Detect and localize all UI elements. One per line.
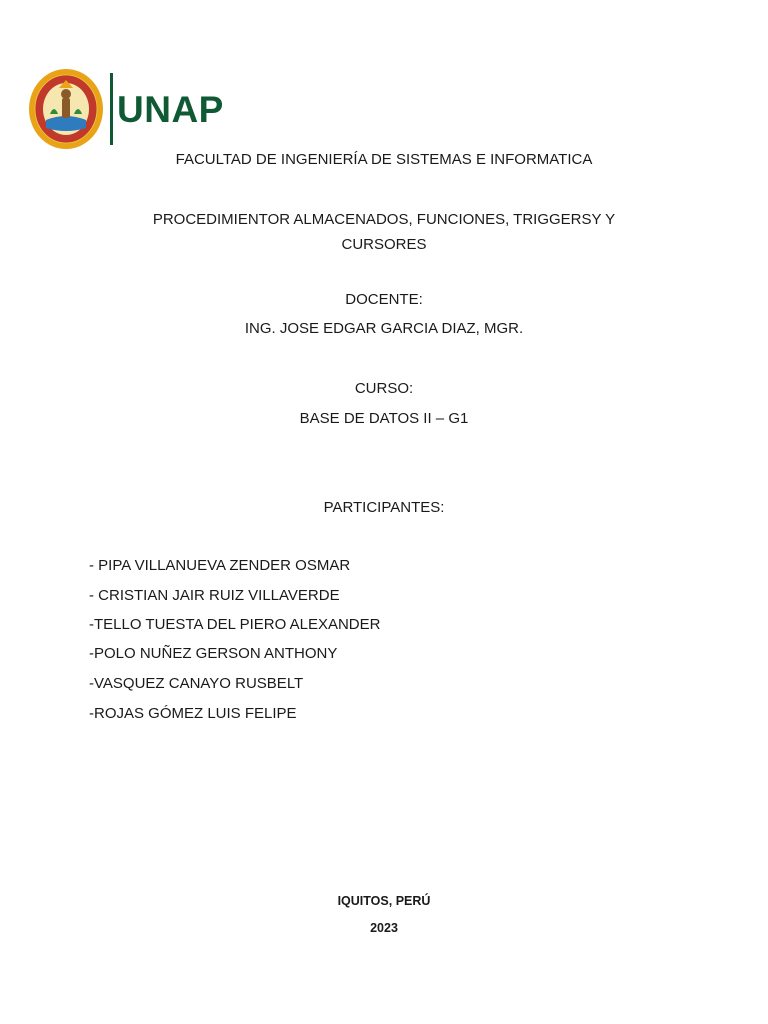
participant-item: -ROJAS GÓMEZ LUIS FELIPE [89,705,297,722]
footer-year: 2023 [370,921,398,935]
teacher-name: ING. JOSE EDGAR GARCIA DIAZ, MGR. [244,320,524,337]
course-name: BASE DE DATOS II – G1 [299,410,469,427]
participant-item: -POLO NUÑEZ GERSON ANTHONY [89,645,338,662]
participant-item: -TELLO TUESTA DEL PIERO ALEXANDER [89,616,381,633]
participants-label: PARTICIPANTES: [323,499,445,516]
participant-item: - CRISTIAN JAIR RUIZ VILLAVERDE [89,587,340,604]
faculty-heading: FACULTAD DE INGENIERÍA DE SISTEMAS E INFORMATICA [175,151,593,168]
logo-divider [110,73,113,145]
university-seal-logo [28,68,104,150]
teacher-label: DOCENTE: [345,291,423,308]
header [28,68,224,150]
document-title: PROCEDIMIENTOR ALMACENADOS, FUNCIONES, TRIGGERSY Y CURSORES [152,211,616,253]
participant-item: -VASQUEZ CANAYO RUSBELT [89,675,304,692]
logo-text: UNAP [117,88,224,130]
course-label: CURSO: [354,380,414,397]
participant-item: - PIPA VILLANUEVA ZENDER OSMAR [89,557,351,574]
footer-place: IQUITOS, PERÚ [337,894,431,908]
